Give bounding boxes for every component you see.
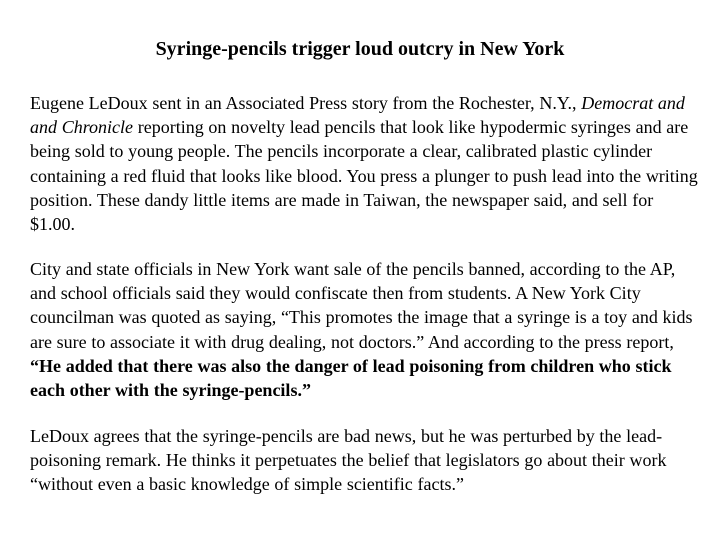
paragraph-1-text-end: reporting on novelty lead pencils that look like hypodermic syringes and are being sold to young people. The pencils incorporate a clear, calibrated plastic cylinder containing a red fluid that looks like blood. You press a plunger to push lead into the writing position. These dandy little items are made in Taiwan, the newspaper said, and sell for $1.00.: [30, 117, 698, 235]
paragraph-2-text: City and state officials in New York want sale of the pencils banned, according to the AP, and school officials said they would confiscate then from students. A New York City councilman was quoted as saying, “This promotes the image that a syringe is a toy and kids are sure to associate it with drug dealing, not doctors.” And according to the press report,: [30, 259, 693, 352]
article-title: Syringe-pencils trigger loud outcry in New York: [155, 38, 565, 60]
paragraph-2: [30, 257, 700, 402]
paragraph-1-text-start: Eugene LeDoux sent in an Associated Press story from the Rochester, N.Y.,: [30, 93, 582, 113]
paragraph-3: [30, 424, 700, 497]
newspaper-name: Democrat and and Chronicle: [30, 93, 685, 138]
paragraph-3-text: LeDoux agrees that the syringe-pencils are bad news, but he was perturbed by the lead-poisoning remark. He thinks it perpetuates the belief that legislators go about their work “without even a basic knowledge of simple scientific facts.”: [30, 426, 667, 495]
bold-quote: “He added that there was also the danger of lead poisoning from children who stick each other with the syringe-pencils.”: [30, 355, 672, 401]
paragraph-1: [30, 91, 700, 236]
